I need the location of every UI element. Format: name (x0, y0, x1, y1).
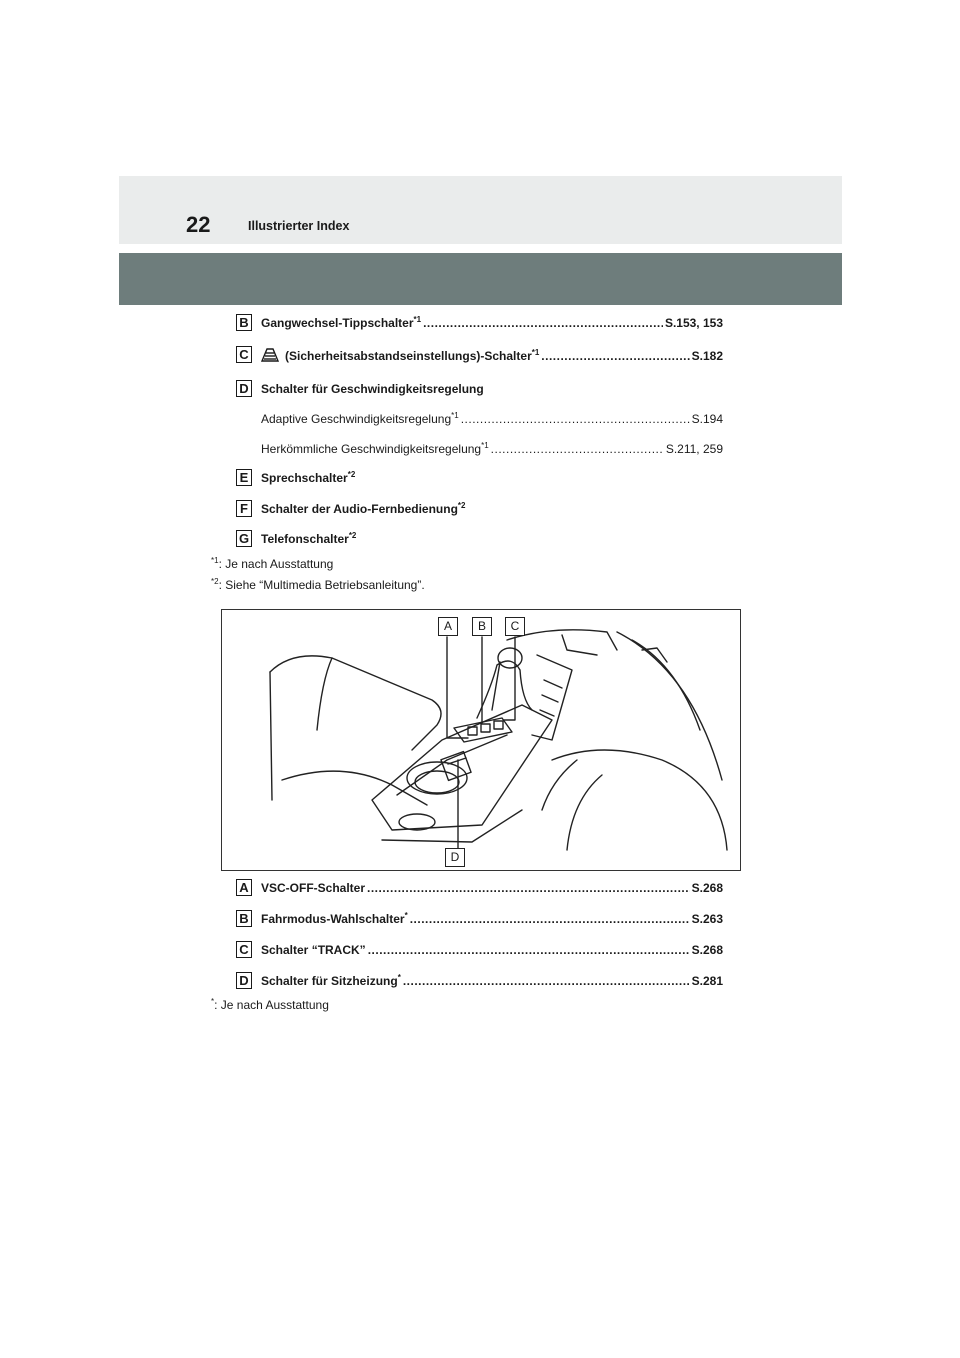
entry-label: Adaptive Geschwindigkeitsregelung (261, 412, 452, 426)
entry-label: (Sicherheitsabstandseinstellungs)-Schalter (285, 349, 532, 363)
footnote-mark: *2 (211, 577, 219, 586)
page-reference[interactable]: S.281 (691, 974, 723, 988)
callout-a: A (438, 617, 458, 636)
entry-label-wrap (261, 471, 355, 485)
callout-b: B (472, 617, 492, 636)
index-entry-cruise-control (0, 380, 960, 400)
badge-d: D (236, 380, 252, 397)
entry-row (261, 881, 723, 895)
badge-c: C (236, 941, 252, 958)
badge-b: B (236, 910, 252, 927)
badge-f: F (236, 500, 252, 517)
index-entry-drive-mode (0, 910, 960, 930)
entry-row (261, 412, 723, 426)
footnote-ref: * (404, 911, 408, 920)
center-console-illustration (221, 609, 741, 871)
footnote-ref: * (397, 973, 401, 982)
badge-d: D (236, 972, 252, 989)
badge-e: E (236, 469, 252, 486)
index-entry-distance-switch (0, 346, 960, 366)
entry-row (261, 912, 723, 926)
section-banner (119, 253, 842, 305)
footnote-ref: *2 (347, 470, 356, 479)
callout-c: C (505, 617, 525, 636)
index-entry-phone-switch (0, 530, 960, 550)
badge-g: G (236, 530, 252, 547)
console-line-drawing (222, 610, 741, 871)
entry-label: Herkömmliche Geschwindigkeitsregelung (261, 442, 482, 456)
entry-label: Gangwechsel-Tippschalter (261, 316, 414, 330)
badge-b: B (236, 314, 252, 331)
footnote (211, 577, 425, 592)
entry-row (261, 442, 723, 456)
section-title: Illustrierter Index (248, 219, 350, 233)
entry-label: Telefonschalter (261, 532, 349, 546)
footnote-text: : Je nach Ausstattung (218, 557, 334, 571)
entry-label: Schalter für Sitzheizung (261, 974, 398, 988)
badge-a: A (236, 879, 252, 896)
entry-label: VSC-OFF-Schalter (261, 881, 366, 895)
page-number: 22 (186, 212, 211, 237)
index-entry-vsc-off (0, 879, 960, 899)
footnote-text: : Je nach Ausstattung (214, 998, 329, 1012)
header-band (119, 176, 842, 244)
footnote-mark: *1 (211, 556, 219, 565)
index-entry-gear-shift-paddle (0, 314, 960, 334)
entry-label: Fahrmodus-Wahlschalter (261, 912, 405, 926)
badge-c: C (236, 346, 252, 363)
entry-row (261, 316, 723, 330)
index-entry-seat-heater (0, 972, 960, 992)
index-subentry-conventional-cruise (0, 440, 960, 460)
footnote-ref: *2 (348, 531, 357, 540)
page-reference[interactable]: S.268 (691, 943, 723, 957)
entry-row (261, 348, 723, 363)
footnote-text: : Siehe “Multimedia Betriebsanleitung”. (218, 578, 425, 592)
entry-label: Schalter für Geschwindigkeitsregelung (261, 382, 484, 396)
footnote-ref: *2 (457, 501, 466, 510)
page-reference[interactable]: S.211, 259 (665, 442, 723, 456)
entry-label-wrap (261, 502, 465, 516)
index-subentry-adaptive-cruise (0, 410, 960, 430)
entry-row (261, 943, 723, 957)
page-reference[interactable]: S.194 (691, 412, 723, 426)
page-reference[interactable]: S.153, 153 (664, 316, 723, 330)
footnote-ref: *1 (413, 315, 422, 324)
entry-label: Sprechschalter (261, 471, 348, 485)
entry-label-wrap (261, 532, 356, 546)
page-reference[interactable]: S.182 (691, 349, 723, 363)
footnote-ref: *1 (531, 348, 540, 357)
footnote-mark: * (211, 997, 215, 1006)
page-reference[interactable]: S.268 (691, 881, 723, 895)
page-reference[interactable]: S.263 (691, 912, 723, 926)
footnote-ref: *1 (481, 441, 489, 450)
footnote (211, 997, 329, 1012)
distance-setting-icon (261, 348, 279, 362)
entry-row (261, 974, 723, 988)
index-entry-talk-switch (0, 469, 960, 489)
index-entry-audio-remote (0, 500, 960, 520)
callout-d: D (445, 848, 465, 867)
footnote (211, 556, 333, 571)
entry-label: Schalter der Audio-Fernbedienung (261, 502, 458, 516)
footnote-ref: *1 (451, 411, 459, 420)
entry-label: Schalter “TRACK” (261, 943, 366, 957)
index-entry-track-switch (0, 941, 960, 961)
